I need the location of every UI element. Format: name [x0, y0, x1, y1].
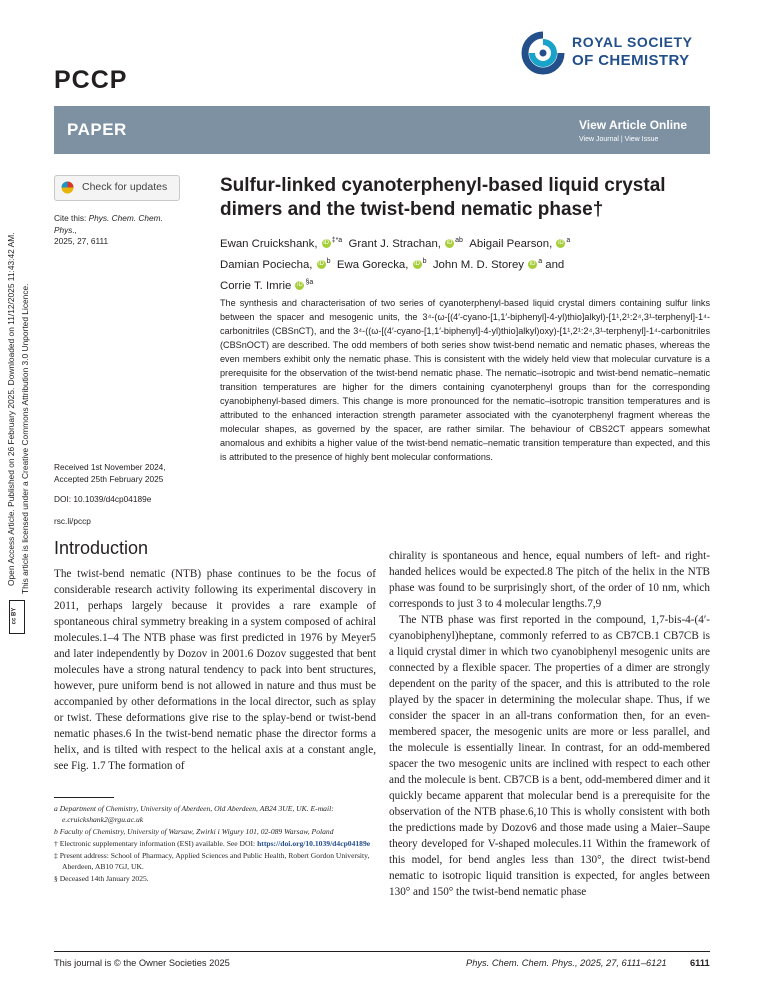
- author-name[interactable]: Ewan Cruickshank,: [220, 237, 318, 250]
- author-affiliation: ‡*a: [331, 237, 343, 244]
- publisher-line-2: OF CHEMISTRY: [572, 52, 690, 69]
- footnotes: [54, 803, 376, 885]
- abstract: The synthesis and characterisation of two series of cyanoterphenyl-based liquid crystal dimers containing sulfur links between the spacer and mesogenic units, the 3⁴-(ω-[(4′-cyano-[1,1′-biphenyl]-4-yl)thio]alkyl)-[1¹,2¹:2⁴,3¹-terphenyl]-1⁴-carbonitriles (CBSnCT), and the 3⁴-((ω-[(4′-cyano-[1,1′-biphenyl]-4-yl)thio]alkyl)oxy)-[1¹,2¹:2⁴,3¹-terphenyl]-1⁴-carbonitriles (CBSnOCT) are described. The odd members of both series show twist-bend nematic and nematic phases, whereas the even members exhibit only the nematic phase. This is consistent with the widely held view that molecular curvature is a prerequisite for the observation of the twist-bend nematic phase. The nematic–isotropic and twist-bend nematic–nematic transition temperatures are higher for the dimers containing cyanoterphenyl groups than for the corresponding cyanobiphenyl-based dimers. This change is more pronounced for the nematic–isotropic transition temperatures and is attributed to the enhanced interaction strength parameter associated with the cyanoterphenyl fragment whereas the molecular shapes, as governed by the spacer, are rather similar. The behaviour of CBS2CT appears somewhat anomalous and exhibits a higher value of the twist-bend nematic–nematic transition temperature than expected, and this is attributed to the presence of highly bent molecular conformations.: [220, 298, 710, 462]
- footnote-affiliation-a: a Department of Chemistry, University of Aberdeen, Old Aberdeen, AB24 3UE, UK. E-mail: e.cruickshank2@rgu.ac.uk: [54, 804, 334, 824]
- author-conjunction: and: [545, 258, 565, 271]
- cite-detail: 2025, 27, 6111: [54, 236, 109, 246]
- cite-journal: Phys. Chem. Chem. Phys.,: [54, 213, 163, 235]
- check-for-updates-label: Check for updates: [82, 181, 168, 193]
- footer-citation: Phys. Chem. Chem. Phys., 2025, 27, 6111–6121: [466, 958, 667, 968]
- orcid-icon[interactable]: iD: [529, 261, 536, 268]
- check-for-updates-button[interactable]: [54, 175, 180, 201]
- author-name[interactable]: Ewa Gorecka,: [336, 258, 409, 271]
- body-column-left: [54, 566, 376, 774]
- citation-block: [54, 213, 164, 248]
- crossmark-icon: [61, 181, 74, 194]
- footnote-deceased: § Deceased 14th January 2025.: [54, 874, 149, 883]
- journal-name: PCCP: [54, 66, 128, 94]
- author-name[interactable]: Grant J. Strachan,: [348, 237, 441, 250]
- doi-label[interactable]: DOI: 10.1039/d4cp04189e: [54, 494, 152, 504]
- author-name[interactable]: John M. D. Storey: [432, 258, 525, 271]
- cc-badge-label: cc BY: [11, 607, 18, 625]
- paragraph: The NTB phase was first reported in the compound, 1,7-bis-4-(4′-cyanobiphenyl)heptane, commonly referred to as CB7CB.1 CB7CB is a liquid crystal dimer in which two cyanobiphenyl mesogenic units are connected by a flexible spacer. The properties of a dimer are strongly dependent on the parity of the spacer, and this is attributed to the role played by the spacer in determining the molecular shape. Thus, if we consider the spacer in an all-trans conformation then, for an even-membered spacer, the mesogenic units are more or less parallel, and the molecule is essentially linear. In contrast, for an odd-membered spacer the two mesogenic units are inclined with respect to each other and the molecule is bent. CB7CB is a bent, odd-membered dimer and it quickly became apparent that molecular bend is a prerequisite for the observation of the NTB phase.6,10 This is wholly consistent with both the predictions made by Dozov6 and those made using a Maier–Saupe theory developed for V-shaped molecules.11 Within the framework of this model, for bend angles less than 130°, the direct twist-bend nematic to isotropic liquid transition is expected, for angles between 130° and 150° the twist-bend nematic phase: [389, 614, 710, 898]
- accepted-date: Accepted 25th February 2025: [54, 473, 164, 484]
- author-affiliation: b: [326, 257, 331, 265]
- cc-by-license-badge[interactable]: [9, 600, 25, 634]
- author-affiliation: ab: [455, 237, 463, 244]
- footnote-esi-text: † Electronic supplementary information (ESI) available. See DOI:: [54, 839, 256, 848]
- footer-divider: [54, 951, 710, 952]
- paragraph: chirality is spontaneous and hence, equal numbers of left- and right-handed helices would be expected.8 The pitch of the helix in the NTB phase was found to be surprisingly short, of the order of 10 nm, which corresponds to just 3 to 4 molecular lengths.7,9: [389, 550, 710, 610]
- author-affiliation: b: [422, 257, 427, 265]
- author-name[interactable]: Corrie T. Imrie: [220, 279, 292, 292]
- article-type-label: PAPER: [67, 120, 127, 139]
- orcid-icon[interactable]: iD: [318, 261, 324, 268]
- publisher-line-1: ROYAL SOCIETY: [572, 34, 693, 50]
- journal-url-link[interactable]: rsc.li/pccp: [54, 516, 91, 526]
- page-number: 6111: [690, 958, 710, 968]
- view-article-online-link[interactable]: View Article Online: [579, 118, 688, 132]
- view-journal-issue-links[interactable]: View Journal | View Issue: [579, 136, 659, 143]
- orcid-icon[interactable]: iD: [446, 240, 453, 247]
- article-title: Sulfur-linked cyanoterphenyl-based liquid crystal dimers and the twist-bend nematic phase†: [220, 175, 666, 220]
- author-affiliation: a: [538, 257, 543, 265]
- rsc-emblem-icon: [520, 31, 566, 75]
- cite-label: Cite this:: [54, 213, 87, 223]
- orcid-icon[interactable]: iD: [414, 261, 420, 268]
- footnote-affiliation-b: b Faculty of Chemistry, University of Warsaw, Zwirki i Wigury 101, 02-089 Warsaw, Poland: [54, 827, 334, 836]
- open-access-note[interactable]: Open Access Article. Published on 26 February 2025. Downloaded on 11/12/2025 11:43:42 AM.: [6, 232, 16, 586]
- footnote-present-address: ‡ Present address: School of Pharmacy, Applied Sciences and Public Health, Robert Gordon University, Aberdeen, AB10 7GJ, UK.: [54, 851, 370, 871]
- author-affiliation: a: [566, 237, 571, 244]
- author-affiliation: §a: [305, 278, 314, 286]
- body-column-right: [389, 548, 710, 900]
- esi-doi-link[interactable]: https://doi.org/10.1039/d4cp04189e: [257, 839, 371, 848]
- dates-block: [54, 462, 194, 485]
- orcid-icon[interactable]: iD: [323, 240, 329, 247]
- section-heading-introduction: Introduction: [54, 538, 149, 558]
- received-date: Received 1st November 2024,: [54, 462, 166, 472]
- rsc-logo[interactable]: [520, 31, 710, 75]
- paragraph: The twist-bend nematic (NTB) phase continues to be the focus of considerable research activity following its experimental discovery in 2011, perhaps largely because it provides a rare example of spontaneous chiral symmetry breaking in a system composed of achiral molecules.1–4 The NTB phase was first predicted in 1976 by Meyer5 and later independently by Dozov in 2001.6 Dozov suggested that bent molecules have a strong natural tendency to pack into bent structures, however, pure uniform bend is not allowed in nature and thus must be accompanied by other deformations in the local director, such as splay or twist. These deformations give rise to the splay-bend or twist-bend nematic phases.6 In the twist-bend nematic phase the director forms a helix, and is tilted with respect to the helical axis at a constant angle, see Fig. 1.7 The formation of: [54, 568, 376, 772]
- orcid-icon[interactable]: iD: [558, 240, 564, 247]
- author-list: [220, 232, 690, 294]
- author-name[interactable]: Abigail Pearson,: [469, 237, 553, 250]
- licence-note[interactable]: This article is licensed under a Creative Commons Attribution 3.0 Unported Licence.: [20, 283, 30, 594]
- footnote-divider: [54, 797, 114, 798]
- orcid-icon[interactable]: iD: [297, 281, 303, 288]
- author-name[interactable]: Damian Pociecha,: [220, 258, 313, 271]
- footer-copyright: This journal is © the Owner Societies 2025: [54, 958, 230, 968]
- footnote-esi: [54, 838, 376, 849]
